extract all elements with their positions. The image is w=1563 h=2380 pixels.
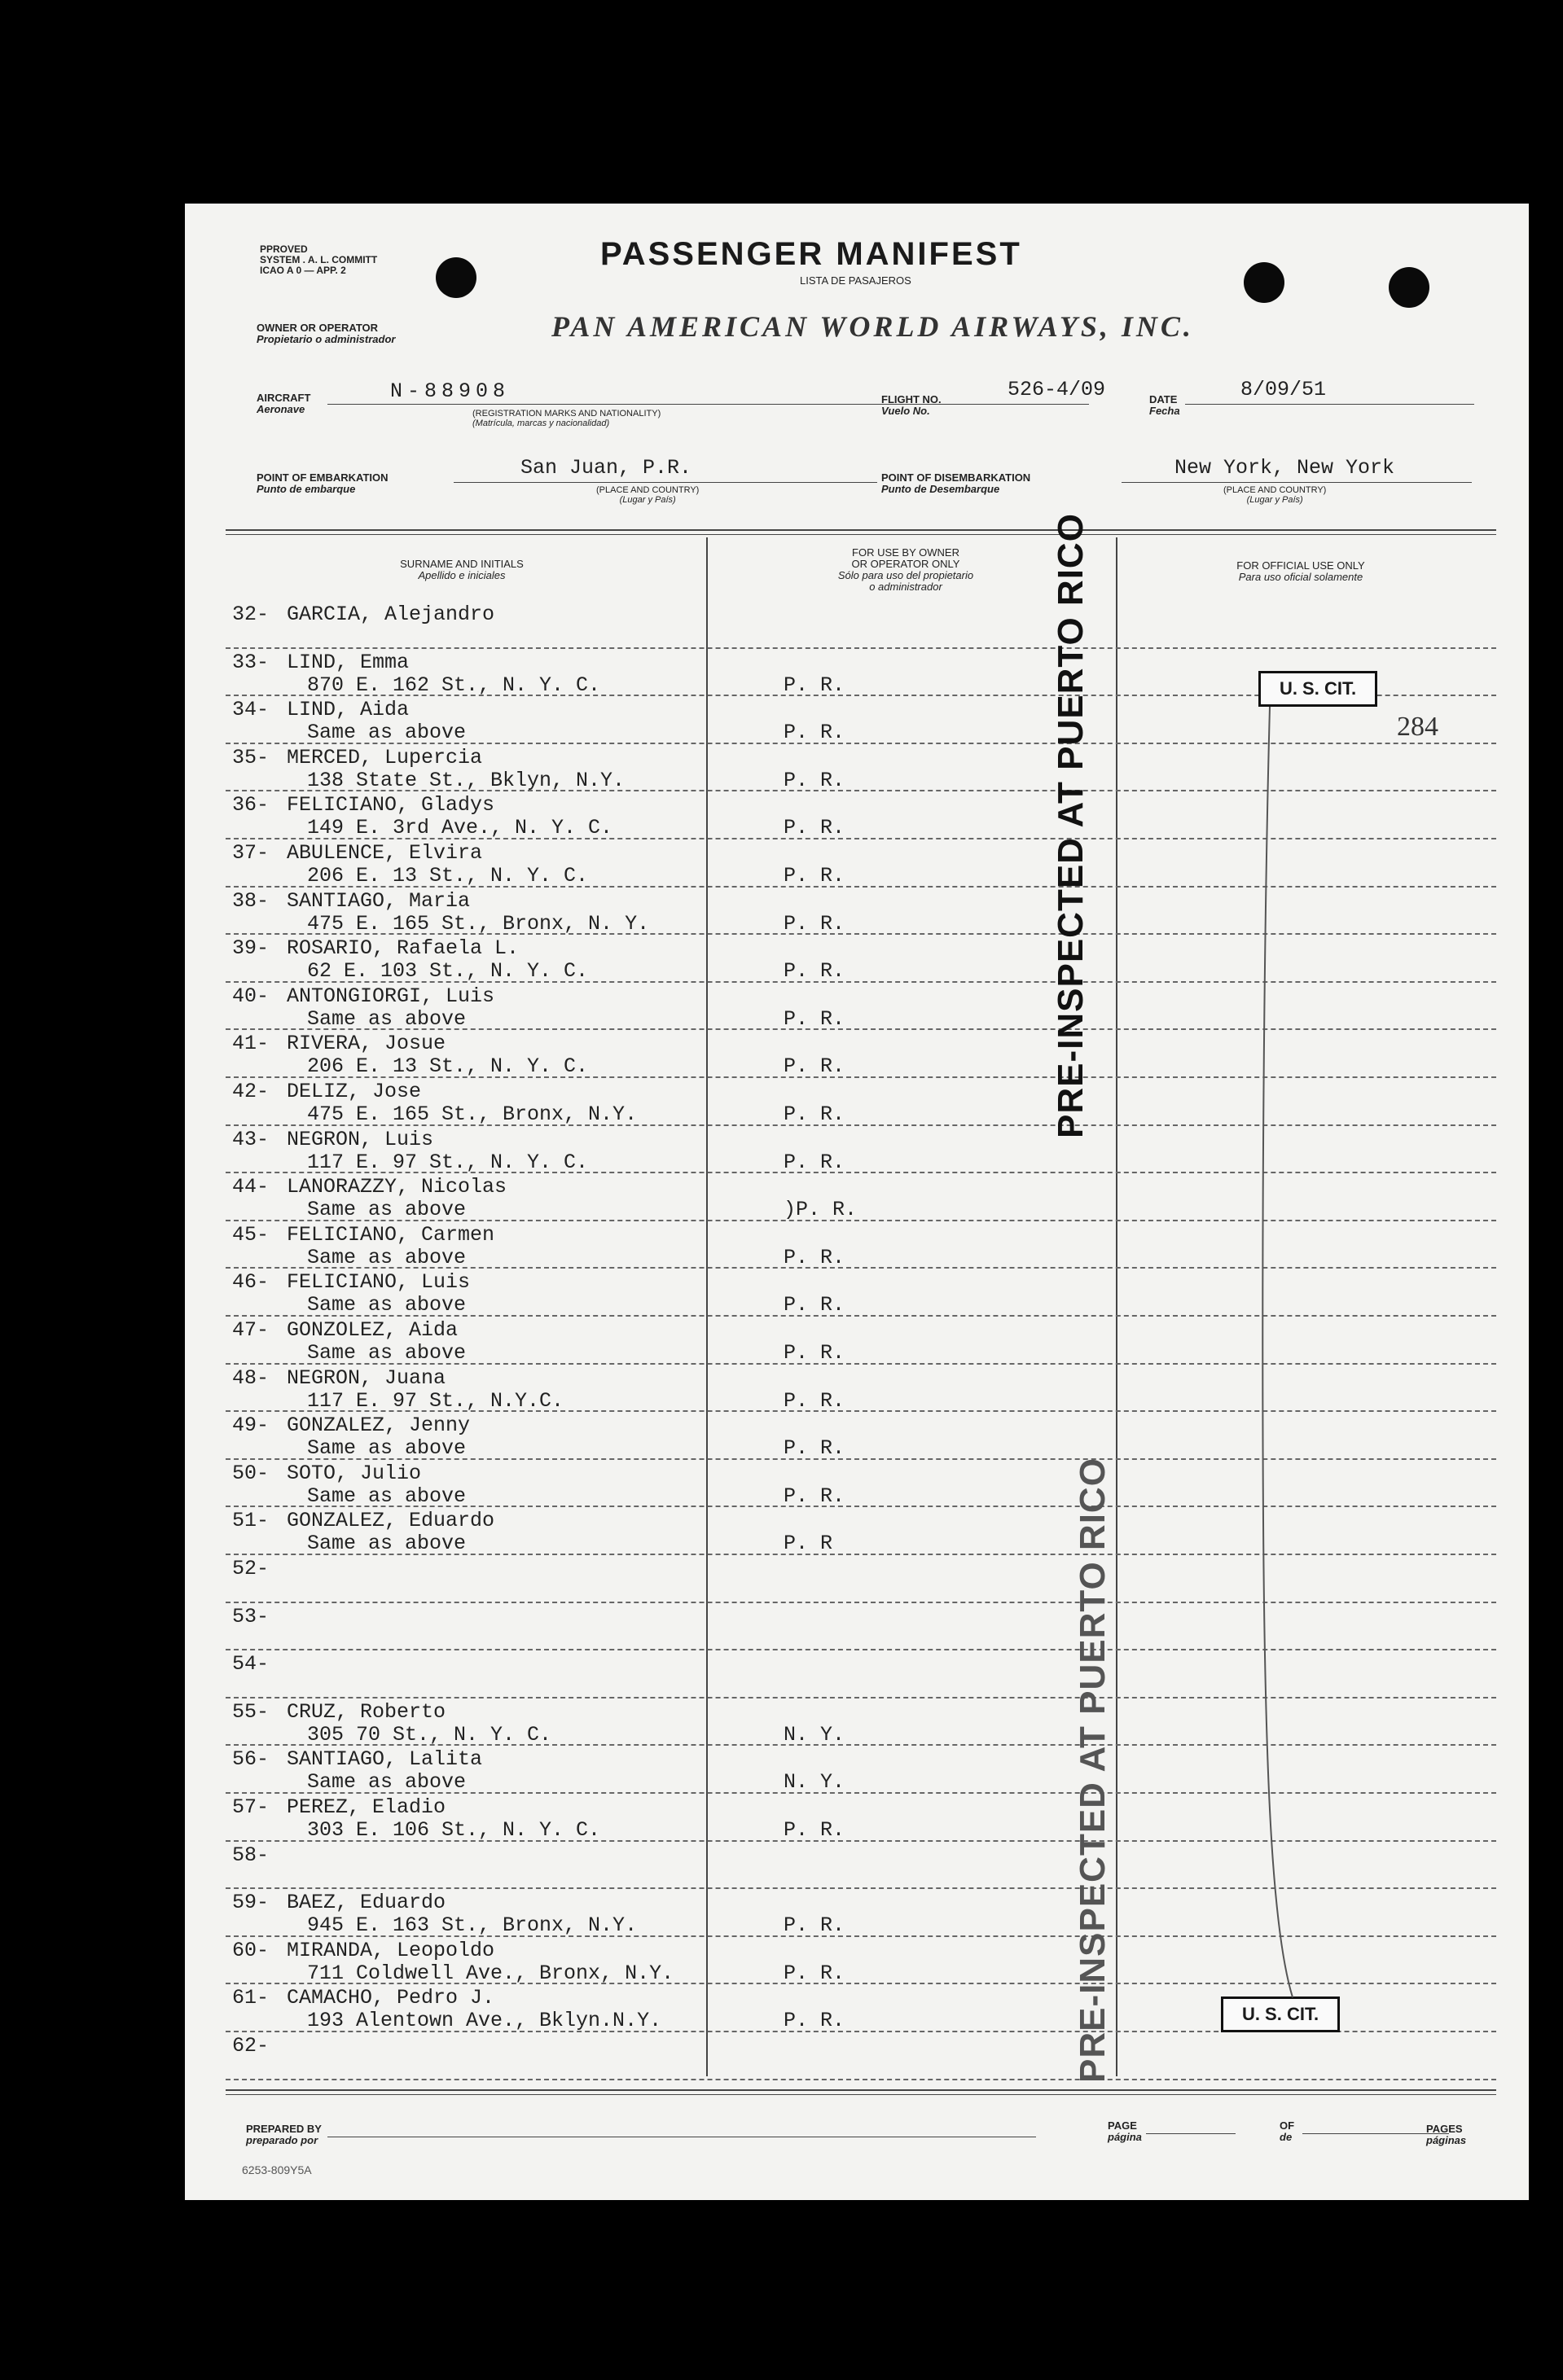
row-number: 34- xyxy=(232,698,270,722)
passenger-address: 117 E. 97 St., N. Y. C. xyxy=(307,1150,589,1174)
row-number: 32- xyxy=(232,603,270,626)
passenger-name: DELIZ, Jose xyxy=(287,1080,422,1103)
passenger-address: 945 E. 163 St., Bronx, N.Y. xyxy=(307,1913,638,1938)
handwritten-bracket-line xyxy=(1260,707,1309,2001)
passenger-name: GONZALEZ, Eduardo xyxy=(287,1509,495,1533)
passenger-address: Same as above xyxy=(307,1245,467,1269)
row-number: 41- xyxy=(232,1032,270,1056)
owner-use-code: P. R. xyxy=(784,1341,845,1365)
row-number: 48- xyxy=(232,1365,270,1390)
row-number: 61- xyxy=(232,1986,270,2010)
passenger-address: Same as above xyxy=(307,721,467,745)
of-label xyxy=(1280,2120,1294,2143)
passenger-name: MIRANDA, Leopoldo xyxy=(287,1938,495,1962)
passenger-name: FELICIANO, Luis xyxy=(287,1270,471,1295)
passenger-address: 206 E. 13 St., N. Y. C. xyxy=(307,864,589,888)
disembark-value: New York, New York xyxy=(1174,456,1395,480)
flight-value: 526-4/09 xyxy=(1008,378,1106,401)
passenger-name: SOTO, Julio xyxy=(287,1461,422,1485)
aircraft-label xyxy=(257,392,310,415)
passenger-address: Same as above xyxy=(307,1341,467,1365)
row-number: 49- xyxy=(232,1414,270,1438)
date-label-es: Fecha xyxy=(1149,405,1180,417)
us-cit-stamp-1: U. S. CIT. xyxy=(1258,671,1377,707)
prepared-label-es: preparado por xyxy=(246,2134,318,2146)
disembark-underline xyxy=(1122,482,1472,483)
place-note-es: (Lugar y País) xyxy=(619,495,676,505)
page-label-en: PAGE xyxy=(1108,2119,1137,2132)
pages-label-es: páginas xyxy=(1426,2134,1467,2146)
owner-use-code: P. R. xyxy=(784,864,845,888)
pre-inspected-stamp-2: PRE-INSPECTED AT PUERTO RICO xyxy=(1073,1457,1113,2083)
row-number: 59- xyxy=(232,1891,270,1915)
punch-hole-left xyxy=(436,257,476,298)
date-label xyxy=(1149,394,1180,417)
owner-use-code: P. R. xyxy=(784,1818,845,1842)
pages-label-en: PAGES xyxy=(1426,2123,1463,2135)
passenger-name: RIVERA, Josue xyxy=(287,1032,446,1056)
owner-use-code: P. R. xyxy=(784,1054,845,1079)
row-number: 57- xyxy=(232,1795,270,1819)
row-number: 33- xyxy=(232,650,270,674)
row-number: 54- xyxy=(232,1652,270,1677)
owner-use-code: P. R. xyxy=(784,1245,845,1269)
registration-note-en: (REGISTRATION MARKS AND NATIONALITY) xyxy=(472,409,661,419)
page-subtitle: LISTA DE PASAJEROS xyxy=(800,274,911,287)
flight-label xyxy=(881,394,942,417)
col-head-owner xyxy=(796,547,1016,593)
row-number: 58- xyxy=(232,1843,270,1867)
row-number: 62- xyxy=(232,2034,270,2058)
passenger-address: Same as above xyxy=(307,1770,467,1795)
table-bottom-rule xyxy=(226,2089,1496,2091)
passenger-address: 305 70 St., N. Y. C. xyxy=(307,1722,552,1747)
flight-label-en: FLIGHT NO. xyxy=(881,393,942,405)
passenger-name: SANTIAGO, Lalita xyxy=(287,1747,483,1772)
col-head-official-es: Para uso oficial solamente xyxy=(1238,571,1363,583)
embark-underline xyxy=(454,482,877,483)
pages-label xyxy=(1426,2124,1466,2146)
passenger-address: 62 E. 103 St., N. Y. C. xyxy=(307,959,589,984)
owner-use-code: )P. R. xyxy=(784,1198,858,1222)
row-number: 37- xyxy=(232,841,270,865)
owner-value: PAN AMERICAN WORLD AIRWAYS, INC. xyxy=(551,310,1194,343)
page-label xyxy=(1108,2120,1142,2143)
owner-use-code: P. R. xyxy=(784,959,845,984)
embark-value: San Juan, P.R. xyxy=(520,456,692,480)
passenger-address: 149 E. 3rd Ave., N. Y. C. xyxy=(307,816,613,840)
col-head-surname xyxy=(356,559,568,581)
passenger-name: CRUZ, Roberto xyxy=(287,1699,446,1724)
column-divider-2 xyxy=(1116,537,1117,2076)
handwritten-number: 284 xyxy=(1397,712,1438,742)
passenger-address: 206 E. 13 St., N. Y. C. xyxy=(307,1054,589,1079)
row-number: 52- xyxy=(232,1557,270,1580)
registration-note xyxy=(472,409,661,428)
prepared-label-en: PREPARED BY xyxy=(246,2123,322,2135)
embark-label-en: POINT OF EMBARKATION xyxy=(257,471,389,484)
embark-label xyxy=(257,472,389,495)
passenger-address: Same as above xyxy=(307,1293,467,1317)
passenger-address: 303 E. 106 St., N. Y. C. xyxy=(307,1818,601,1842)
passenger-address: Same as above xyxy=(307,1532,467,1556)
flight-label-es: Vuelo No. xyxy=(881,405,930,417)
place-note-en: (PLACE AND COUNTRY) xyxy=(596,485,700,495)
passenger-name: ABULENCE, Elvira xyxy=(287,841,483,865)
owner-use-code: P. R. xyxy=(784,721,845,745)
passenger-address: 138 State St., Bklyn, N.Y. xyxy=(307,768,626,792)
passenger-name: GONZALEZ, Jenny xyxy=(287,1414,471,1438)
table-bottom-rule-2 xyxy=(226,2094,1496,2095)
manifest-page xyxy=(185,204,1529,2200)
passenger-address: 475 E. 165 St., Bronx, N.Y. xyxy=(307,1102,638,1126)
row-number: 56- xyxy=(232,1747,270,1772)
passenger-name: FELICIANO, Gladys xyxy=(287,793,495,817)
passenger-name: MERCED, Lupercia xyxy=(287,745,483,769)
owner-use-code: P. R. xyxy=(784,1913,845,1938)
passenger-name: ROSARIO, Rafaela L. xyxy=(287,936,520,961)
table-top-rule-2 xyxy=(226,534,1496,535)
owner-use-code: P. R. xyxy=(784,1102,845,1126)
approval-line: ICAO A 0 — APP. 2 xyxy=(260,265,346,276)
owner-use-code: P. R. xyxy=(784,1293,845,1317)
passenger-address: 117 E. 97 St., N.Y.C. xyxy=(307,1388,564,1413)
col-head-owner-en-1: FOR USE BY OWNER xyxy=(852,546,959,559)
aircraft-label-es: Aeronave xyxy=(257,403,305,415)
passenger-address: 475 E. 165 St., Bronx, N. Y. xyxy=(307,911,650,936)
passenger-address: Same as above xyxy=(307,1198,467,1222)
passenger-name: LIND, Emma xyxy=(287,650,410,674)
approval-line: PPROVED xyxy=(260,243,308,255)
owner-use-code: P. R. xyxy=(784,673,845,697)
column-divider-1 xyxy=(706,537,708,2076)
row-number: 53- xyxy=(232,1604,270,1628)
col-head-owner-en-2: OR OPERATOR ONLY xyxy=(851,558,960,570)
owner-label-en: OWNER OR OPERATOR xyxy=(257,322,379,334)
prepared-by-label xyxy=(246,2124,322,2146)
owner-label xyxy=(257,322,395,345)
passenger-name: ANTONGIORGI, Luis xyxy=(287,984,495,1008)
passenger-name: CAMACHO, Pedro J. xyxy=(287,1986,495,2010)
passenger-name: LIND, Aida xyxy=(287,698,410,722)
passenger-name: FELICIANO, Carmen xyxy=(287,1222,495,1247)
pre-inspected-stamp-1: PRE-INSPECTED AT PUERTO RICO xyxy=(1051,513,1091,1138)
col-head-surname-es: Apellido e iniciales xyxy=(418,569,506,581)
page-title: PASSENGER MANIFEST xyxy=(600,236,1022,272)
row-number: 36- xyxy=(232,793,270,817)
place-note-es: (Lugar y País) xyxy=(1246,495,1303,505)
passenger-name: GONZOLEZ, Aida xyxy=(287,1318,459,1342)
aircraft-value: N-88908 xyxy=(390,379,511,403)
row-number: 44- xyxy=(232,1175,270,1199)
row-number: 45- xyxy=(232,1222,270,1247)
row-number: 51- xyxy=(232,1509,270,1533)
col-head-owner-es-1: Sólo para uso del propietario xyxy=(837,569,974,581)
row-number: 42- xyxy=(232,1080,270,1103)
passenger-name: LANORAZZY, Nicolas xyxy=(287,1175,507,1199)
form-code: 6253-809Y5A xyxy=(242,2163,312,2176)
owner-use-code: P. R. xyxy=(784,1388,845,1413)
row-number: 40- xyxy=(232,984,270,1008)
punch-hole-right-1 xyxy=(1244,262,1284,303)
embark-label-es: Punto de embarque xyxy=(257,483,356,495)
approval-line: SYSTEM . A. L. COMMITT xyxy=(260,254,378,265)
row-number: 60- xyxy=(232,1938,270,1962)
page-line xyxy=(1146,2133,1236,2134)
punch-hole-right-2 xyxy=(1389,267,1429,308)
passenger-name: GARCIA, Alejandro xyxy=(287,603,495,626)
passenger-address: 193 Alentown Ave., Bklyn.N.Y. xyxy=(307,2009,662,2033)
passenger-address: Same as above xyxy=(307,1484,467,1508)
disembark-label-es: Punto de Desembarque xyxy=(881,483,1000,495)
passenger-name: SANTIAGO, Maria xyxy=(287,888,471,913)
passenger-address: Same as above xyxy=(307,1436,467,1461)
aircraft-label-en: AIRCRAFT xyxy=(257,392,311,404)
owner-use-code: P. R. xyxy=(784,816,845,840)
date-label-en: DATE xyxy=(1149,393,1178,405)
row-number: 35- xyxy=(232,745,270,769)
of-label-es: de xyxy=(1280,2131,1293,2143)
owner-use-code: P. R. xyxy=(784,768,845,792)
row-number: 39- xyxy=(232,936,270,961)
owner-use-code: N. Y. xyxy=(784,1722,845,1747)
row-number: 55- xyxy=(232,1699,270,1724)
embark-place-note xyxy=(596,485,699,505)
owner-use-code: P. R xyxy=(784,1532,833,1556)
row-number: 46- xyxy=(232,1270,270,1295)
disembark-place-note xyxy=(1223,485,1326,505)
passenger-address: 711 Coldwell Ave., Bronx, N.Y. xyxy=(307,1961,674,1985)
page-label-es: página xyxy=(1108,2131,1142,2143)
row-number: 47- xyxy=(232,1318,270,1342)
owner-use-code: P. R. xyxy=(784,1006,845,1031)
registration-note-es: (Matrícula, marcas y nacionalidad) xyxy=(472,419,610,428)
row-divider xyxy=(226,647,1496,649)
owner-label-es: Propietario o administrador xyxy=(257,333,396,345)
us-cit-stamp-2: U. S. CIT. xyxy=(1221,1996,1340,2032)
owner-use-code: P. R. xyxy=(784,1484,845,1508)
col-head-owner-es-2: o administrador xyxy=(869,581,942,593)
col-head-surname-en: SURNAME AND INITIALS xyxy=(400,558,524,570)
owner-use-code: P. R. xyxy=(784,1150,845,1174)
row-divider xyxy=(226,2079,1496,2080)
owner-use-code: P. R. xyxy=(784,911,845,936)
owner-use-code: P. R. xyxy=(784,2009,845,2033)
of-label-en: OF xyxy=(1280,2119,1295,2132)
passenger-name: BAEZ, Eduardo xyxy=(287,1891,446,1915)
date-underline xyxy=(1185,404,1474,405)
flight-underline xyxy=(951,404,1089,405)
approval-block xyxy=(260,244,377,276)
owner-use-code: P. R. xyxy=(784,1436,845,1461)
disembark-label xyxy=(881,472,1030,495)
passenger-address: Same as above xyxy=(307,1006,467,1031)
row-number: 38- xyxy=(232,888,270,913)
passenger-name: NEGRON, Luis xyxy=(287,1127,434,1151)
row-number: 50- xyxy=(232,1461,270,1485)
date-value: 8/09/51 xyxy=(1240,378,1327,401)
owner-use-code: P. R. xyxy=(784,1961,845,1985)
passenger-name: NEGRON, Juana xyxy=(287,1365,446,1390)
col-head-official-en: FOR OFFICIAL USE ONLY xyxy=(1236,559,1365,572)
col-head-official xyxy=(1195,560,1407,583)
passenger-address: 870 E. 162 St., N. Y. C. xyxy=(307,673,601,697)
owner-use-code: N. Y. xyxy=(784,1770,845,1795)
disembark-label-en: POINT OF DISEMBARKATION xyxy=(881,471,1031,484)
passenger-name: PEREZ, Eladio xyxy=(287,1795,446,1819)
row-number: 43- xyxy=(232,1127,270,1151)
table-top-rule xyxy=(226,529,1496,531)
place-note-en: (PLACE AND COUNTRY) xyxy=(1223,485,1327,495)
